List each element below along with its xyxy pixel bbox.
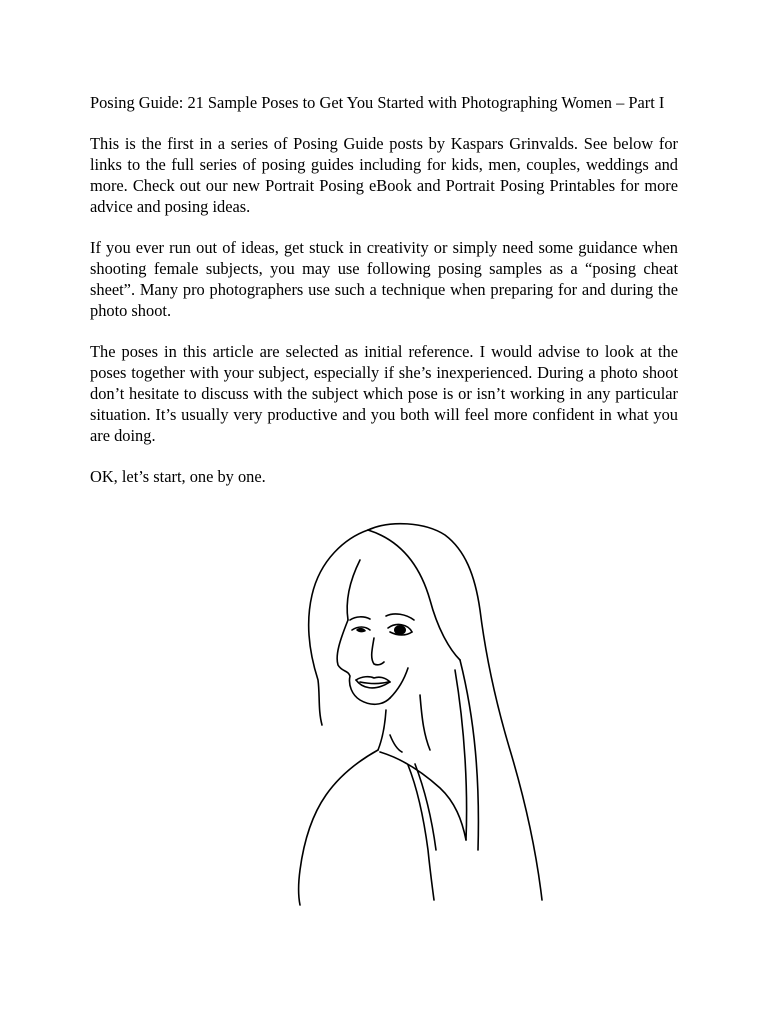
woman-portrait-icon (290, 520, 560, 910)
paragraph-intro: This is the first in a series of Posing Guide posts by Kaspars Grinvalds. See below for links to the full series of posing guides including for kids, men, couples, weddings and more. Check out our new Portrait Posing eBook and Portrait Posing Printables for more advice and posing ideas. (90, 134, 678, 216)
article-body (90, 92, 678, 507)
paragraph-ideas: If you ever run out of ideas, get stuck in creativity or simply need some guidance when shooting female subjects, you may use following posing samples as a “posing cheat sheet”. Many pro photographers use such a technique when preparing for and during the photo shoot. (90, 238, 678, 320)
paragraph-start: OK, let’s start, one by one. (90, 467, 266, 486)
article-title: Posing Guide: 21 Sample Poses to Get You Started with Photographing Women – Part I (90, 93, 665, 112)
paragraph-reference: The poses in this article are selected as initial reference. I would advise to look at the poses together with your subject, especially if she’s inexperienced. During a photo shoot don’t hesitate to discuss with the subject which pose is or isn’t working in any particular situation. It’s usually very productive and you both will feel more confident in what you are doing. (90, 342, 678, 445)
